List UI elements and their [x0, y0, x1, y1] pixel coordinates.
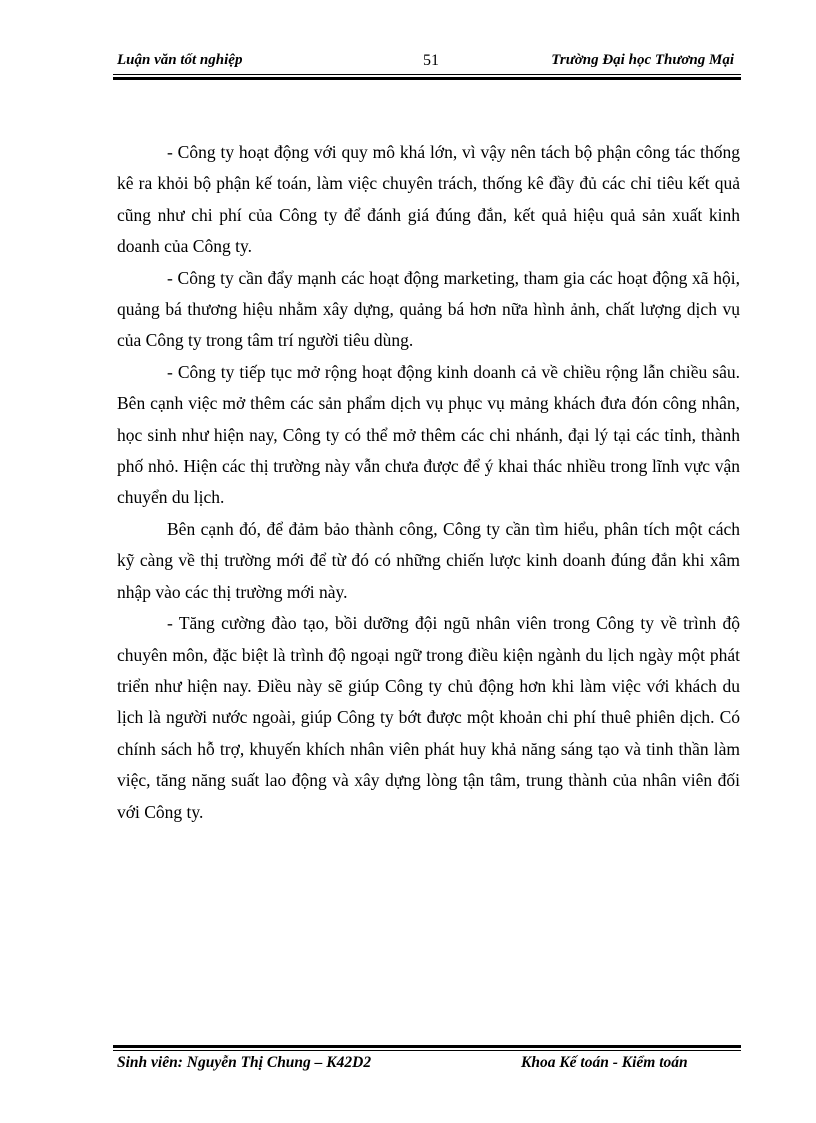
page-footer — [113, 1054, 738, 1076]
page-header — [113, 52, 738, 74]
body-text — [117, 137, 740, 828]
header-rule-thick — [113, 77, 741, 80]
paragraph-marketing: - Công ty cần đẩy mạnh các hoạt động marketing, tham gia các hoạt động xã hội, quảng bá thương hiệu nhằm xây dựng, quảng bá hơn nữa hình ảnh, chất lượng dịch vụ của Công ty trong tâm trí người tiêu dùng. — [117, 267, 740, 351]
paragraph-training: - Tăng cường đào tạo, bồi dưỡng đội ngũ nhân viên trong Công ty về trình độ chuyên môn, đặc biệt là trình độ ngoại ngữ trong điều kiện ngành du lịch ngày một phát triển như hiện nay. Điều này sẽ giúp Công ty chủ động hơn khi làm việc với khách du lịch là người nước ngoài, giúp Công ty bớt được một khoản chi phí thuê phiên dịch. Có chính sách hỗ trợ, khuyến khích nhân viên phát huy khả năng sáng tạo và tinh thần làm việc, tăng năng suất lao động và xây dựng lòng tận tâm, trung thành của nhân viên đối với Công ty. — [117, 613, 740, 822]
header-university: Trường Đại học Thương Mại — [551, 52, 734, 68]
footer-student: Sinh viên: Nguyễn Thị Chung – K42D2 — [117, 1054, 372, 1071]
paragraph-expansion: - Công ty tiếp tục mở rộng hoạt động kinh doanh cả về chiều rộng lẫn chiều sâu. Bên cạnh việc mở thêm các sản phẩm dịch vụ phục vụ mảng khách đưa đón công nhân, học sinh như hiện nay, Công ty có thể mở thêm các chi nhánh, đại lý tại các tỉnh, thành phố nhỏ. Hiện các thị trường này vẫn chưa được để ý khai thác nhiều trong lĩnh vực vận chuyển du lịch. — [117, 361, 740, 508]
paragraph-market-research: Bên cạnh đó, để đảm bảo thành công, Công ty cần tìm hiểu, phân tích một cách kỹ càng về thị trường mới để từ đó có những chiến lược kinh doanh đúng đắn khi xâm nhập vào các thị trường mới này. — [117, 518, 740, 602]
header-page-number: 51 — [423, 52, 439, 69]
footer-rule-thin — [113, 1050, 741, 1051]
header-thesis-title: Luận văn tốt nghiệp — [117, 52, 243, 68]
footer-rule-thick — [113, 1045, 741, 1048]
footer-faculty: Khoa Kế toán - Kiểm toán — [521, 1054, 688, 1071]
header-rule-thin — [113, 74, 741, 75]
paragraph-statistics: - Công ty hoạt động với quy mô khá lớn, vì vậy nên tách bộ phận công tác thống kê ra khỏi bộ phận kế toán, làm việc chuyên trách, thống kê đầy đủ các chỉ tiêu kết quả cũng như chi phí của Công ty để đánh giá đúng đắn, kết quả hiệu quả sản xuất kinh doanh của Công ty. — [117, 142, 740, 257]
